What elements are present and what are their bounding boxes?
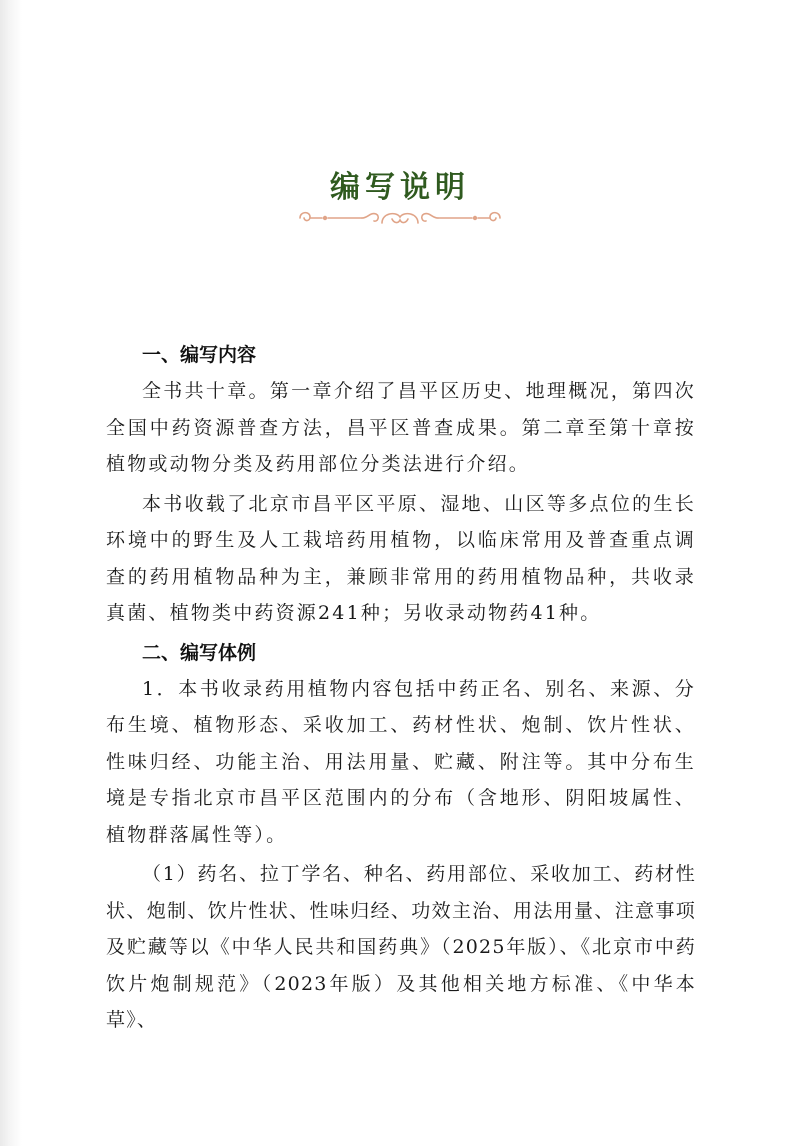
section-heading-content: 一、编写内容 [142, 344, 257, 366]
section-heading-style: 二、编写体例 [142, 641, 257, 664]
page-title: 编写说明 [330, 170, 470, 205]
paragraph: 本书收载了北京市昌平区平原、湿地、山区等多点位的生长环境中的野生及人工栽培药用植物，以临床常用及普查重点调查的药用植物品种为主，兼顾非常用的药用植物品种，共收录真菌、植物类中药资源241种；另收录动物药41种。 [106, 492, 696, 624]
paragraph: （1）药名、拉丁学名、种名、药用部位、采收加工、药材性状、炮制、饮片性状、性味归经、功效主治、用法用量、注意事项及贮藏等以《中华人民共和国药典》（2025年版）、《北京市中药饮片炮制规范》（2023年版）及其他相关地方标准、《中华本草》、 [106, 863, 696, 1031]
paragraph: 1．本书收录药用植物内容包括中药正名、别名、来源、分布生境、植物形态、采收加工、药材性状、炮制、饮片性状、性味归经、功能主治、用法用量、贮藏、附注等。其中分布生境是专指北京市昌平区范围内的分布（含地形、阴阳坡属性、植物群落属性等）。 [106, 677, 696, 846]
main-content [106, 337, 696, 1042]
paragraph: 全书共十章。第一章介绍了昌平区历史、地理概况，第四次全国中药资源普查方法，昌平区普查成果。第二章至第十章按植物或动物分类及药用部位分类法进行介绍。 [106, 380, 696, 475]
decorative-scroll-ornament-icon [296, 205, 504, 231]
